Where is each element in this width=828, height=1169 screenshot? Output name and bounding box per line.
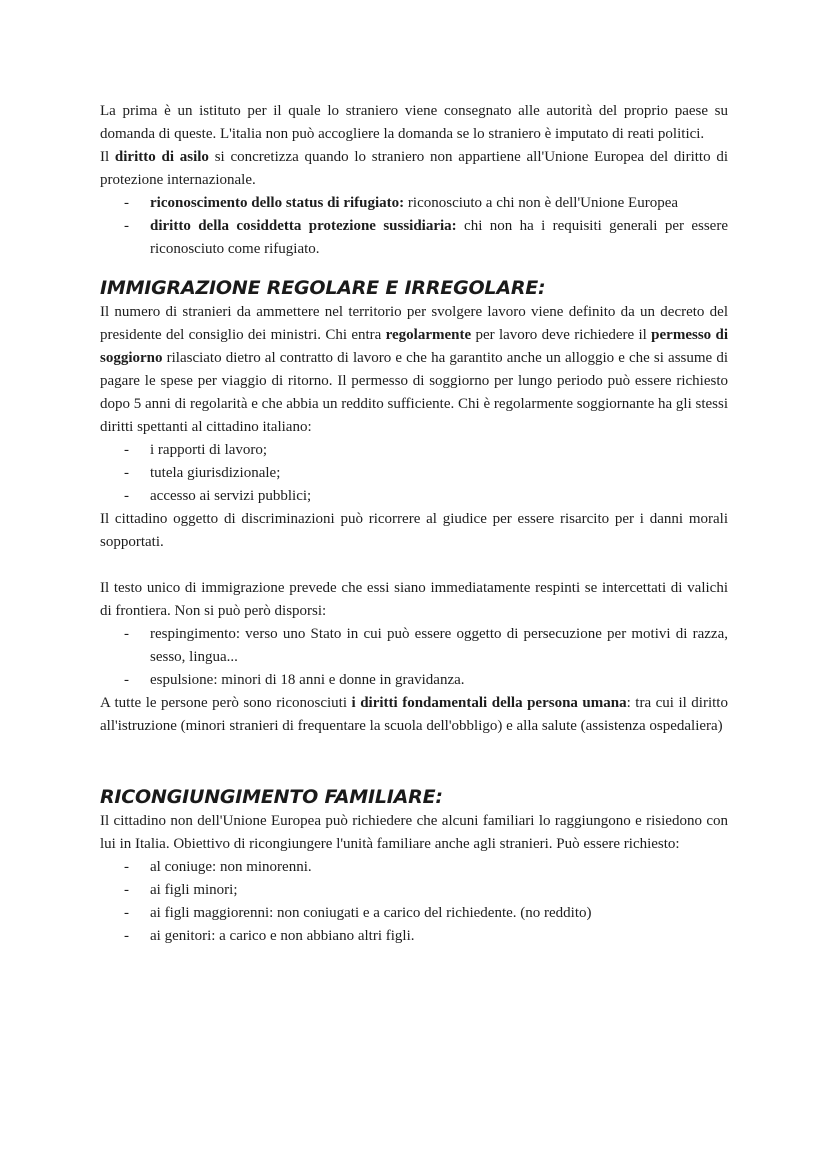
list-item: [124, 215, 728, 261]
rights-list: [100, 439, 728, 508]
list-item: [124, 192, 728, 215]
list-item-text: al coniuge: non minorenni.: [150, 859, 312, 875]
dash-bullet: -: [124, 928, 129, 944]
dash-bullet: -: [124, 442, 129, 458]
asylum-text-after: si concretizza quando lo straniero non appartiene all'Unione Europea del diritto di protezione internazionale.: [100, 149, 728, 188]
list-item: [124, 902, 728, 925]
list-item-text: accesso ai servizi pubblici;: [150, 488, 312, 504]
asylum-text-before: Il: [100, 149, 115, 165]
list-item-text: ai genitori: a carico e non abbiano altri figli.: [150, 928, 415, 944]
dash-bullet: -: [124, 465, 129, 481]
list-item-text: i rapporti di lavoro;: [150, 442, 268, 458]
asylum-term: diritto di asilo: [114, 149, 209, 165]
dash-bullet: -: [124, 859, 129, 875]
list-item-text: riconosciuto a chi non è dell'Unione Europea: [404, 195, 679, 211]
list-item-term: riconoscimento dello status di rifugiato:: [150, 195, 405, 211]
heading-ricongiungimento: RICONGIUNGIMENTO FAMILIARE:: [100, 786, 443, 808]
immigrazione-paragraph-4: [100, 692, 728, 738]
list-item: [124, 879, 728, 902]
list-item: [124, 925, 728, 948]
list-item-text: chi non ha i requisiti generali per essere riconosciuto come rifugiato.: [150, 218, 728, 257]
ricongiungimento-paragraph: Il cittadino non dell'Unione Europea può richiedere che alcuni familiari lo raggiungono e risiedono con lui in Italia. Obiettivo di ricongiungere l'unità familiare anche agli stranieri. Può essere richiesto:: [100, 813, 728, 852]
list-item: [124, 669, 728, 692]
list-item-text: tutela giurisdizionale;: [150, 465, 281, 481]
term-regolarmente: regolarmente: [385, 327, 472, 343]
dash-bullet: -: [124, 195, 129, 211]
list-item-text: espulsione: minori di 18 anni e donne in gravidanza.: [150, 672, 465, 688]
text-segment: : tra cui il diritto all'istruzione (minori stranieri di frequentare la scuola dell'obbligo) e alla salute (assistenza ospedaliera): [100, 695, 728, 734]
dash-bullet: -: [124, 626, 129, 642]
document-page: [100, 100, 728, 948]
text-segment: rilasciato dietro al contratto di lavoro e che ha garantito anche un alloggio e che si assume di pagare le spese per viaggio di ritorno. Il permesso di soggiorno per lungo periodo può essere richiesto dopo 5 anni di regolarità e che abbia un reddito sufficiente. Chi è regolarmente soggiornante ha gli stessi diritti spettanti al cittadino italiano:: [100, 350, 728, 435]
dash-bullet: -: [124, 882, 129, 898]
text-segment: per lavoro deve richiedere il: [471, 327, 652, 343]
intro-paragraph-asylum: [100, 146, 728, 192]
text-segment: Il numero di stranieri da ammettere nel territorio per svolgere lavoro viene definito da un decreto del presidente del consiglio dei ministri. Chi entra: [100, 304, 728, 343]
term-permesso-di-soggiorno: permesso di soggiorno: [100, 327, 728, 366]
heading-immigrazione: IMMIGRAZIONE REGOLARE E IRREGOLARE:: [100, 277, 546, 299]
list-item: [124, 623, 728, 669]
list-item: [124, 462, 728, 485]
dash-bullet: -: [124, 488, 129, 504]
intro-paragraph-extradition: La prima è un istituto per il quale lo straniero viene consegnato alle autorità del proprio paese su domanda di queste. L'italia non può accogliere la domanda se lo straniero è imputato di reati politici.: [100, 103, 728, 142]
immigrazione-paragraph-3: Il testo unico di immigrazione prevede che essi siano immediatamente respinti se intercettati di valichi di frontiera. Non si può però disporsi:: [100, 580, 728, 619]
immigrazione-paragraph-2: Il cittadino oggetto di discriminazioni può ricorrere al giudice per essere risarcito per i danni morali sopportati.: [100, 511, 728, 550]
rejection-list: [100, 623, 728, 692]
list-item: [124, 856, 728, 879]
list-item: [124, 439, 728, 462]
dash-bullet: -: [124, 672, 129, 688]
asylum-list: [100, 192, 728, 261]
immigrazione-paragraph-1: [100, 301, 728, 439]
list-item-text: respingimento: verso uno Stato in cui può essere oggetto di persecuzione per motivi di razza, sesso, lingua...: [150, 626, 728, 665]
family-list: [100, 856, 728, 948]
term-diritti-fondamentali: i diritti fondamentali della persona umana: [351, 695, 627, 711]
list-item-text: ai figli maggiorenni: non coniugati e a carico del richiedente. (no reddito): [150, 905, 592, 921]
dash-bullet: -: [124, 905, 129, 921]
dash-bullet: -: [124, 218, 129, 234]
list-item: [124, 485, 728, 508]
text-segment: A tutte le persone però sono riconosciuti: [100, 695, 352, 711]
list-item-term: diritto della cosiddetta protezione sussidiaria:: [150, 218, 457, 234]
list-item-text: ai figli minori;: [150, 882, 238, 898]
